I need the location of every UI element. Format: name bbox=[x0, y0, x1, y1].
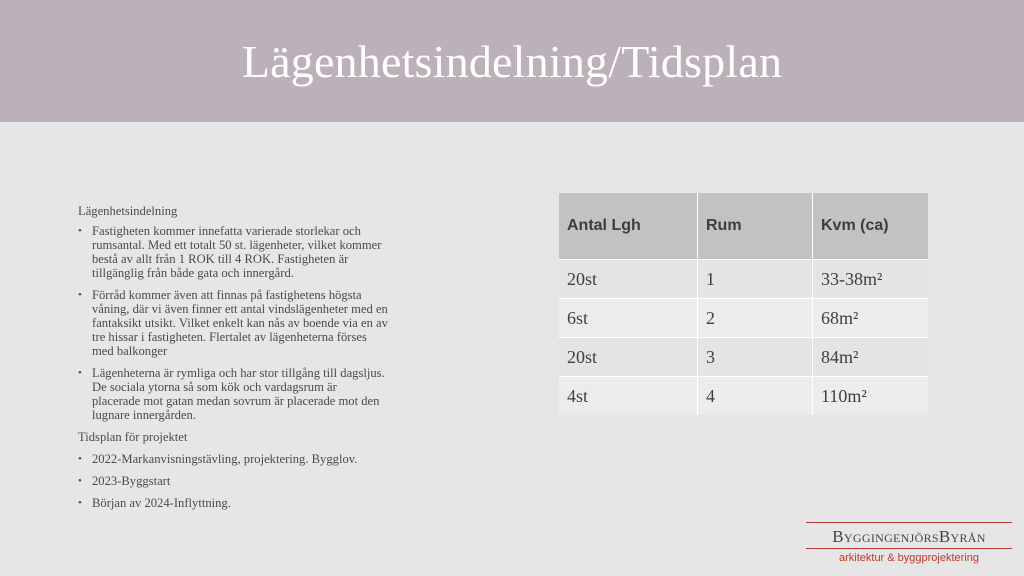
table-row bbox=[559, 299, 928, 338]
column-header-rooms: Rum bbox=[698, 193, 813, 260]
column-header-area: Kvm (ca) bbox=[813, 193, 929, 260]
table-cell-area: 68m² bbox=[813, 299, 929, 338]
bullet-item: • Fastigheten kommer innefatta varierade storlekar och rumsantal. Med ett totalt 50 st. lägenheter, vilket kommer bestå av allt från 1 ROK till 4 ROK. Fastigheten är tillgänglig från både gata och innergård. bbox=[78, 224, 388, 280]
table-cell-count: 20st bbox=[559, 260, 698, 299]
bullet-item: • Förråd kommer även att finnas på fastighetens högsta våning, där vi även finner ett antal vindslägenheter med en fantaksikt utsikt. Vilket enkelt kan nås av boende via en av tre hissar i fastigheten. Flertalet av lägenheterna förses med balkonger bbox=[78, 288, 388, 358]
bullet-item: • Lägenheterna är rymliga och har stor tillgång till dagsljus. De sociala ytorna så som kök och vardagsrum är placerade mot gatan medan sovrum är placerade mot den lugnare innergården. bbox=[78, 366, 388, 422]
table-cell-area: 110m² bbox=[813, 377, 929, 416]
logo-rule-top bbox=[806, 522, 1012, 523]
table-cell-count: 4st bbox=[559, 377, 698, 416]
apartment-table bbox=[559, 193, 928, 415]
logo-name: ByggingenjörsByrån bbox=[832, 527, 986, 546]
table-row bbox=[559, 338, 928, 377]
schedule-bullet-list bbox=[78, 452, 388, 510]
text-content bbox=[78, 204, 388, 518]
logo-rule-bottom bbox=[806, 548, 1012, 549]
table-header-row bbox=[559, 193, 928, 260]
table-cell-rooms: 3 bbox=[698, 338, 813, 377]
table-cell-area: 84m² bbox=[813, 338, 929, 377]
bullet-item: • 2022-Markanvisningstävling, projektering. Bygglov. bbox=[78, 452, 388, 466]
company-logo bbox=[806, 522, 1012, 566]
table-cell-area: 33-38m² bbox=[813, 260, 929, 299]
table-row bbox=[559, 260, 928, 299]
table-cell-count: 20st bbox=[559, 338, 698, 377]
table-cell-count: 6st bbox=[559, 299, 698, 338]
bullet-item: • Början av 2024-Inflyttning. bbox=[78, 496, 388, 510]
table-cell-rooms: 2 bbox=[698, 299, 813, 338]
logo-tagline: arkitektur & byggprojektering bbox=[838, 552, 979, 564]
slide-title: Lägenhetsindelning/Tidsplan bbox=[241, 35, 783, 87]
apartments-bullet-list bbox=[78, 224, 388, 422]
table-cell-rooms: 1 bbox=[698, 260, 813, 299]
column-header-count: Antal Lgh bbox=[559, 193, 698, 260]
section-heading-apartments: Lägenhetsindelning bbox=[78, 204, 178, 218]
table-row bbox=[559, 377, 928, 416]
section-heading-schedule: Tidsplan för projektet bbox=[78, 430, 188, 444]
table-cell-rooms: 4 bbox=[698, 377, 813, 416]
bullet-item: • 2023-Byggstart bbox=[78, 474, 388, 488]
